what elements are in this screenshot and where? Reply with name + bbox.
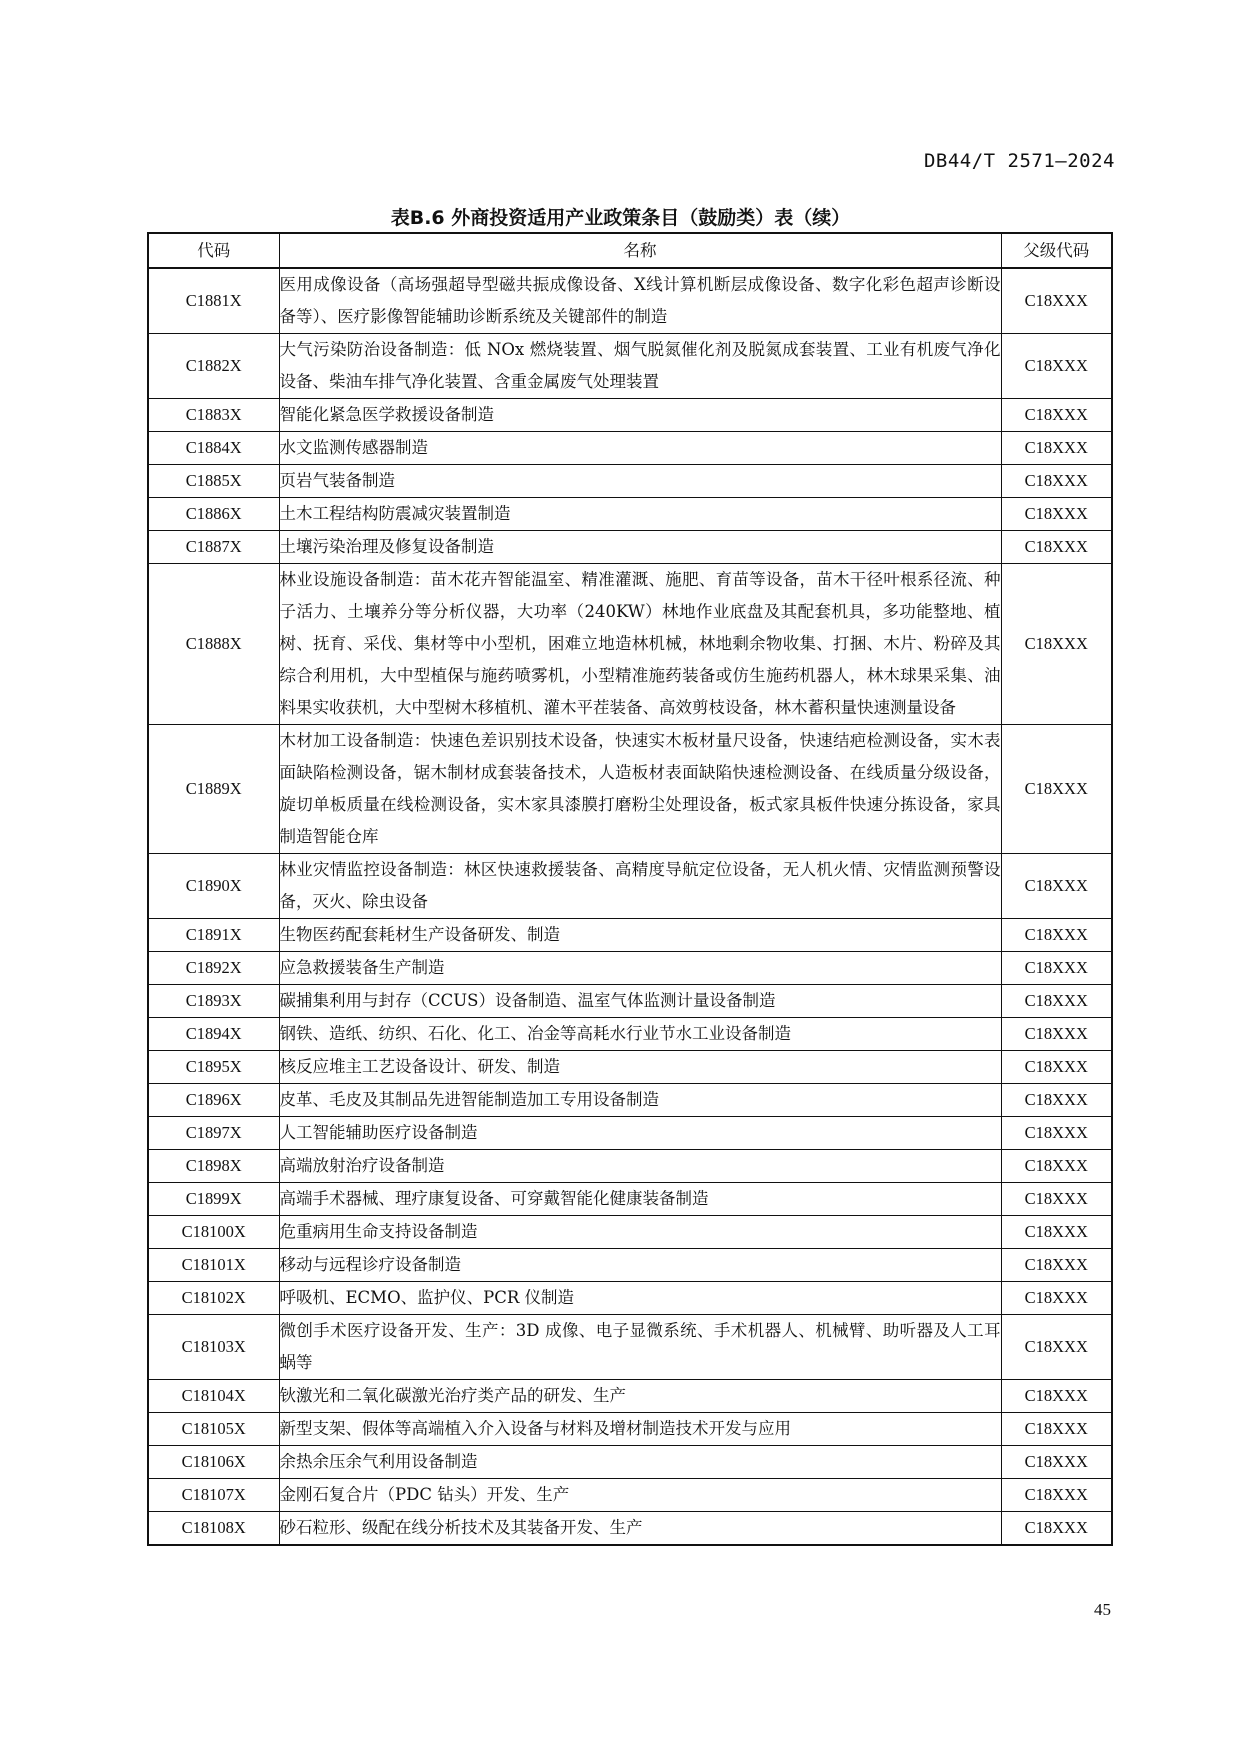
row-code-cell: C1898X bbox=[148, 1150, 279, 1183]
row-name-cell: 生物医药配套耗材生产设备研发、制造 bbox=[279, 919, 1001, 952]
row-parent-code-cell: C18XXX bbox=[1001, 1183, 1112, 1216]
row-parent-code-cell: C18XXX bbox=[1001, 1084, 1112, 1117]
table-row bbox=[148, 952, 1112, 985]
row-parent-code-cell: C18XXX bbox=[1001, 564, 1112, 725]
row-name-cell: 水文监测传感器制造 bbox=[279, 432, 1001, 465]
row-parent-code-cell: C18XXX bbox=[1001, 919, 1112, 952]
table-title: 表B.6 外商投资适用产业政策条目（鼓励类）表（续） bbox=[390, 207, 851, 229]
row-parent-code-cell: C18XXX bbox=[1001, 334, 1112, 399]
row-name-cell: 碳捕集利用与封存（CCUS）设备制造、温室气体监测计量设备制造 bbox=[279, 985, 1001, 1018]
row-name-cell: 高端放射治疗设备制造 bbox=[279, 1150, 1001, 1183]
row-name-cell: 土木工程结构防震减灾装置制造 bbox=[279, 498, 1001, 531]
row-parent-code-cell: C18XXX bbox=[1001, 268, 1112, 334]
row-code-cell: C18100X bbox=[148, 1216, 279, 1249]
row-code-cell: C1887X bbox=[148, 531, 279, 564]
table-row bbox=[148, 1512, 1112, 1546]
row-code-cell: C18101X bbox=[148, 1249, 279, 1282]
table-row bbox=[148, 1249, 1112, 1282]
row-name-cell: 金刚石复合片（PDC 钻头）开发、生产 bbox=[279, 1479, 1001, 1512]
row-name-cell: 页岩气装备制造 bbox=[279, 465, 1001, 498]
row-parent-code-cell: C18XXX bbox=[1001, 725, 1112, 854]
row-code-cell: C1885X bbox=[148, 465, 279, 498]
row-parent-code-cell: C18XXX bbox=[1001, 1216, 1112, 1249]
row-code-cell: C1881X bbox=[148, 268, 279, 334]
table-row bbox=[148, 985, 1112, 1018]
row-name-cell: 医用成像设备（高场强超导型磁共振成像设备、X线计算机断层成像设备、数字化彩色超声诊断设备等）、医疗影像智能辅助诊断系统及关键部件的制造 bbox=[279, 268, 1001, 334]
row-code-cell: C1886X bbox=[148, 498, 279, 531]
table-row bbox=[148, 1018, 1112, 1051]
row-code-cell: C1894X bbox=[148, 1018, 279, 1051]
row-parent-code-cell: C18XXX bbox=[1001, 1150, 1112, 1183]
column-header-code: 代码 bbox=[148, 233, 279, 268]
row-parent-code-cell: C18XXX bbox=[1001, 1479, 1112, 1512]
table-row bbox=[148, 399, 1112, 432]
table-body bbox=[148, 268, 1112, 1545]
row-name-cell: 智能化紧急医学救援设备制造 bbox=[279, 399, 1001, 432]
row-code-cell: C1897X bbox=[148, 1117, 279, 1150]
row-name-cell: 土壤污染治理及修复设备制造 bbox=[279, 531, 1001, 564]
row-code-cell: C1899X bbox=[148, 1183, 279, 1216]
column-header-parent-code: 父级代码 bbox=[1001, 233, 1112, 268]
row-name-cell: 新型支架、假体等高端植入介入设备与材料及增材制造技术开发与应用 bbox=[279, 1413, 1001, 1446]
table-row bbox=[148, 1084, 1112, 1117]
row-name-cell: 钬激光和二氧化碳激光治疗类产品的研发、生产 bbox=[279, 1380, 1001, 1413]
page-number: 45 bbox=[1094, 1600, 1111, 1619]
row-parent-code-cell: C18XXX bbox=[1001, 498, 1112, 531]
row-name-cell: 移动与远程诊疗设备制造 bbox=[279, 1249, 1001, 1282]
row-code-cell: C18107X bbox=[148, 1479, 279, 1512]
row-name-cell: 林业设施设备制造：苗木花卉智能温室、精准灌溉、施肥、育苗等设备，苗木干径叶根系径流、种子活力、土壤养分等分析仪器，大功率（240KW）林地作业底盘及其配套机具，多功能整地、植树、抚育、采伐、集材等中小型机，困难立地造林机械，林地剩余物收集、打捆、木片、粉碎及其综合利用机，大中型植保与施药喷雾机，小型精准施药装备或仿生施药机器人，林木球果采集、油料果实收获机，大中型树木移植机、灌木平茬装备、高效剪枝设备，林木蓄积量快速测量设备 bbox=[279, 564, 1001, 725]
row-code-cell: C1882X bbox=[148, 334, 279, 399]
table-row bbox=[148, 854, 1112, 919]
row-parent-code-cell: C18XXX bbox=[1001, 1446, 1112, 1479]
row-parent-code-cell: C18XXX bbox=[1001, 1413, 1112, 1446]
row-parent-code-cell: C18XXX bbox=[1001, 399, 1112, 432]
row-name-cell: 微创手术医疗设备开发、生产：3D 成像、电子显微系统、手术机器人、机械臂、助听器及人工耳蜗等 bbox=[279, 1315, 1001, 1380]
column-header-name: 名称 bbox=[279, 233, 1001, 268]
table-row bbox=[148, 465, 1112, 498]
row-name-cell: 核反应堆主工艺设备设计、研发、制造 bbox=[279, 1051, 1001, 1084]
row-name-cell: 余热余压余气利用设备制造 bbox=[279, 1446, 1001, 1479]
table-row bbox=[148, 1150, 1112, 1183]
row-code-cell: C1889X bbox=[148, 725, 279, 854]
table-row bbox=[148, 1183, 1112, 1216]
table-row bbox=[148, 1216, 1112, 1249]
row-name-cell: 呼吸机、ECMO、监护仪、PCR 仪制造 bbox=[279, 1282, 1001, 1315]
row-parent-code-cell: C18XXX bbox=[1001, 531, 1112, 564]
table-row bbox=[148, 1282, 1112, 1315]
table-row bbox=[148, 1051, 1112, 1084]
row-parent-code-cell: C18XXX bbox=[1001, 1051, 1112, 1084]
row-parent-code-cell: C18XXX bbox=[1001, 432, 1112, 465]
row-parent-code-cell: C18XXX bbox=[1001, 1282, 1112, 1315]
row-code-cell: C1895X bbox=[148, 1051, 279, 1084]
row-code-cell: C18103X bbox=[148, 1315, 279, 1380]
industry-policy-table bbox=[147, 232, 1113, 1546]
row-code-cell: C18108X bbox=[148, 1512, 279, 1546]
table-row bbox=[148, 564, 1112, 725]
table-row bbox=[148, 432, 1112, 465]
row-code-cell: C1888X bbox=[148, 564, 279, 725]
row-name-cell: 危重病用生命支持设备制造 bbox=[279, 1216, 1001, 1249]
table-row bbox=[148, 919, 1112, 952]
row-name-cell: 林业灾情监控设备制造：林区快速救援装备、高精度导航定位设备，无人机火情、灾情监测预警设备，灭火、除虫设备 bbox=[279, 854, 1001, 919]
row-name-cell: 皮革、毛皮及其制品先进智能制造加工专用设备制造 bbox=[279, 1084, 1001, 1117]
table-row bbox=[148, 498, 1112, 531]
row-parent-code-cell: C18XXX bbox=[1001, 1117, 1112, 1150]
table-row bbox=[148, 334, 1112, 399]
row-code-cell: C18104X bbox=[148, 1380, 279, 1413]
table-row bbox=[148, 1479, 1112, 1512]
table-row bbox=[148, 1380, 1112, 1413]
table-row bbox=[148, 1446, 1112, 1479]
row-code-cell: C1892X bbox=[148, 952, 279, 985]
table-row bbox=[148, 1117, 1112, 1150]
row-parent-code-cell: C18XXX bbox=[1001, 985, 1112, 1018]
row-code-cell: C1884X bbox=[148, 432, 279, 465]
row-code-cell: C18106X bbox=[148, 1446, 279, 1479]
table-header-row bbox=[148, 233, 1112, 268]
row-code-cell: C1883X bbox=[148, 399, 279, 432]
row-code-cell: C18102X bbox=[148, 1282, 279, 1315]
row-name-cell: 大气污染防治设备制造：低 NOx 燃烧装置、烟气脱氮催化剂及脱氮成套装置、工业有机废气净化设备、柴油车排气净化装置、含重金属废气处理装置 bbox=[279, 334, 1001, 399]
row-parent-code-cell: C18XXX bbox=[1001, 1380, 1112, 1413]
row-parent-code-cell: C18XXX bbox=[1001, 465, 1112, 498]
table-row bbox=[148, 268, 1112, 334]
row-name-cell: 木材加工设备制造：快速色差识别技术设备，快速实木板材量尺设备，快速结疤检测设备，实木表面缺陷检测设备，锯木制材成套装备技术，人造板材表面缺陷快速检测设备、在线质量分级设备，旋切单板质量在线检测设备，实木家具漆膜打磨粉尘处理设备，板式家具板件快速分拣设备，家具制造智能仓库 bbox=[279, 725, 1001, 854]
row-parent-code-cell: C18XXX bbox=[1001, 1512, 1112, 1546]
table-row bbox=[148, 1315, 1112, 1380]
table-row bbox=[148, 725, 1112, 854]
row-code-cell: C1893X bbox=[148, 985, 279, 1018]
row-code-cell: C1891X bbox=[148, 919, 279, 952]
row-parent-code-cell: C18XXX bbox=[1001, 854, 1112, 919]
row-code-cell: C1890X bbox=[148, 854, 279, 919]
row-parent-code-cell: C18XXX bbox=[1001, 952, 1112, 985]
table-row bbox=[148, 1413, 1112, 1446]
row-name-cell: 人工智能辅助医疗设备制造 bbox=[279, 1117, 1001, 1150]
row-name-cell: 钢铁、造纸、纺织、石化、化工、冶金等高耗水行业节水工业设备制造 bbox=[279, 1018, 1001, 1051]
row-code-cell: C18105X bbox=[148, 1413, 279, 1446]
document-code: DB44/T 2571—2024 bbox=[923, 150, 1115, 172]
row-parent-code-cell: C18XXX bbox=[1001, 1315, 1112, 1380]
row-name-cell: 应急救援装备生产制造 bbox=[279, 952, 1001, 985]
row-name-cell: 砂石粒形、级配在线分析技术及其装备开发、生产 bbox=[279, 1512, 1001, 1546]
table-row bbox=[148, 531, 1112, 564]
row-name-cell: 高端手术器械、理疗康复设备、可穿戴智能化健康装备制造 bbox=[279, 1183, 1001, 1216]
row-code-cell: C1896X bbox=[148, 1084, 279, 1117]
row-parent-code-cell: C18XXX bbox=[1001, 1018, 1112, 1051]
row-parent-code-cell: C18XXX bbox=[1001, 1249, 1112, 1282]
